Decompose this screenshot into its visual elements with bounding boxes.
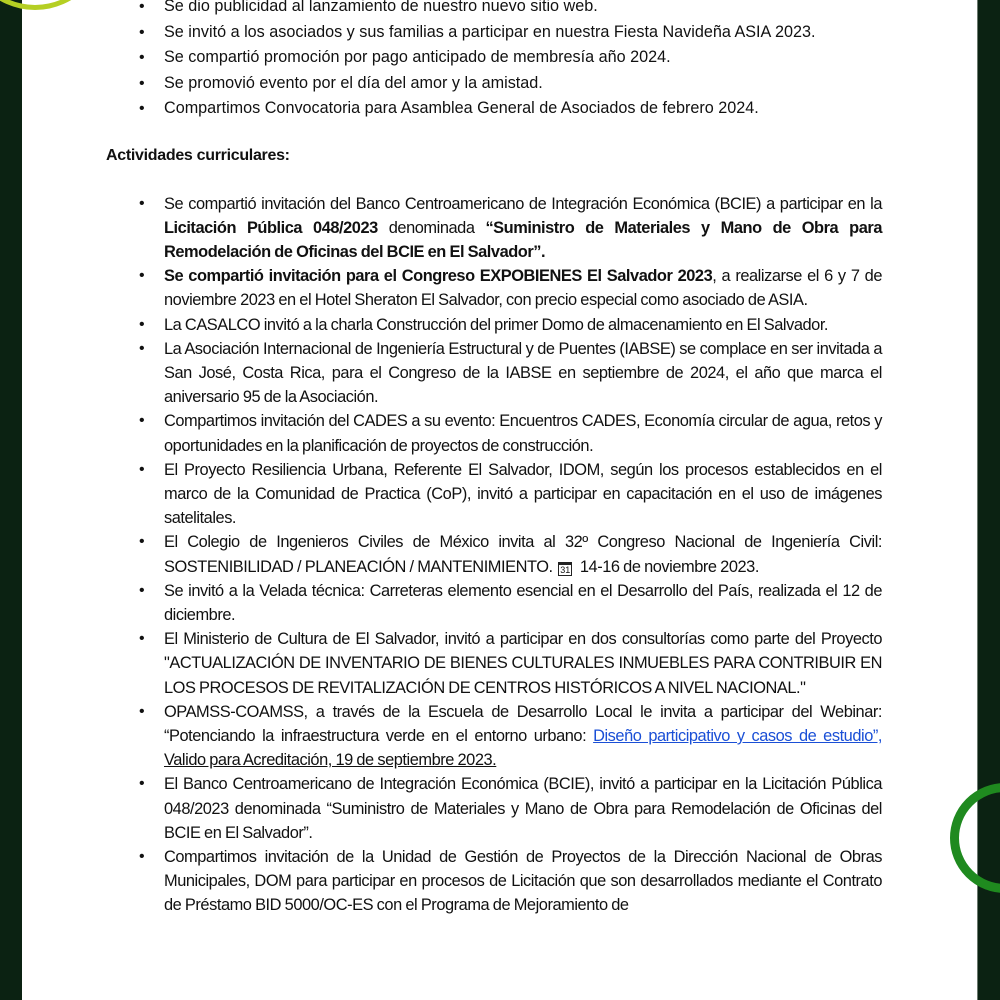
left-decorative-bar [0,0,22,1000]
item-text: OPAMSS-COAMSS, a través de la Escuela de Desarrollo Local le invita a participar del Webinar: “Potenciando la infraestructura verde en el entorno urbano: [164,702,882,745]
calendar-icon: 31 [558,562,572,576]
announcements-list [106,0,882,122]
list-item: • Se promovió evento por el día del amor y la amistad. [106,71,882,97]
list-item: • Compartimos invitación del CADES a su evento: Encuentros CADES, Economía circular de agua, retos y oportunidades en la planificación de proyectos de construcción. [106,409,882,457]
list-item: • La Asociación Internacional de Ingeniería Estructural y de Puentes (IABSE) se complace en ser invitada a San José, Costa Rica, para el Congreso de la IABSE en septiembre de 2024, el año que marca el aniversario 95 de la Asociación. [106,337,882,410]
list-item: • Se dio publicidad al lanzamiento de nuestro nuevo sitio web. [106,0,882,20]
item-text: , a realizarse el 6 y 7 de noviembre 2023 en el Hotel Sheraton El Salvador, con precio especial como asociado de ASIA. [164,267,882,310]
accreditation-text: Valido para Acreditación, 19 de septiembre 2023. [164,751,497,770]
webinar-link[interactable]: Diseño participativo y casos de estudio”, [593,726,882,745]
right-decorative-ring [950,783,1000,893]
list-item: • Compartimos Convocatoria para Asamblea General de Asociados de febrero 2024. [106,96,882,122]
list-item: • Se invitó a la Velada técnica: Carreteras elemento esencial en el Desarrollo del País, realizada el 12 de diciembre. [106,579,882,627]
item-text: El Colegio de Ingenieros Civiles de México invita al 32º Congreso Nacional de Ingeniería Civil: SOSTENIBILIDAD / PLANEACIÓN / MANTENIMIENTO. [164,533,882,576]
list-item [106,192,882,265]
list-item: • Se compartió promoción por pago anticipado de membresía año 2024. [106,45,882,71]
list-item: • La CASALCO invitó a la charla Construcción del primer Domo de almacenamiento en El Salvador. [106,313,882,337]
item-bold-text: Licitación Pública 048/2023 [164,218,378,237]
item-text: Se compartió invitación del Banco Centroamericano de Integración Económica (BCIE) a participar en la [164,194,882,213]
list-item: • Compartimos invitación de la Unidad de Gestión de Proyectos de la Dirección Nacional de Obras Municipales, DOM para participar en procesos de Licitación que son desarrollados mediante el Contrato de Préstamo BID 5000/OC-ES con el Programa de Mejoramiento de [106,845,882,918]
list-item [106,530,882,578]
list-item [106,264,882,312]
list-item: • Se invitó a los asociados y sus familias a participar en nuestra Fiesta Navideña ASIA 2023. [106,20,882,46]
list-item [106,700,882,773]
item-bold-text: Se compartió invitación para el Congreso EXPOBIENES El Salvador 2023 [164,267,713,286]
item-bold-text: “Suministro de Materiales y Mano de Obra para Remodelación de Oficinas del BCIE en El Salvador”. [164,218,882,261]
item-text: 14-16 de noviembre 2023. [579,557,759,576]
document-page [106,0,882,918]
curricular-activities-list [106,192,882,918]
list-item: • El Banco Centroamericano de Integración Económica (BCIE), invitó a participar en la Licitación Pública 048/2023 denominada “Suministro de Materiales y Mano de Obra para Remodelación de Oficinas del BCIE en El Salvador”. [106,772,882,845]
list-item: • El Ministerio de Cultura de El Salvador, invitó a participar en dos consultorías como parte del Proyecto "ACTUALIZACIÓN DE INVENTARIO DE BIENES CULTURALES INMUEBLES PARA CONTRIBUIR EN LOS PROCESOS DE REVITALIZACIÓN DE CENTROS HISTÓRICOS A NIVEL NACIONAL." [106,627,882,700]
section-heading: Actividades curriculares: [106,146,290,164]
list-item: • El Proyecto Resiliencia Urbana, Referente El Salvador, IDOM, según los procesos establecidos en el marco de la Comunidad de Practica (CoP), invitó a participar en capacitación en el uso de imágenes satelitales. [106,458,882,531]
item-text: denominada [377,218,486,237]
